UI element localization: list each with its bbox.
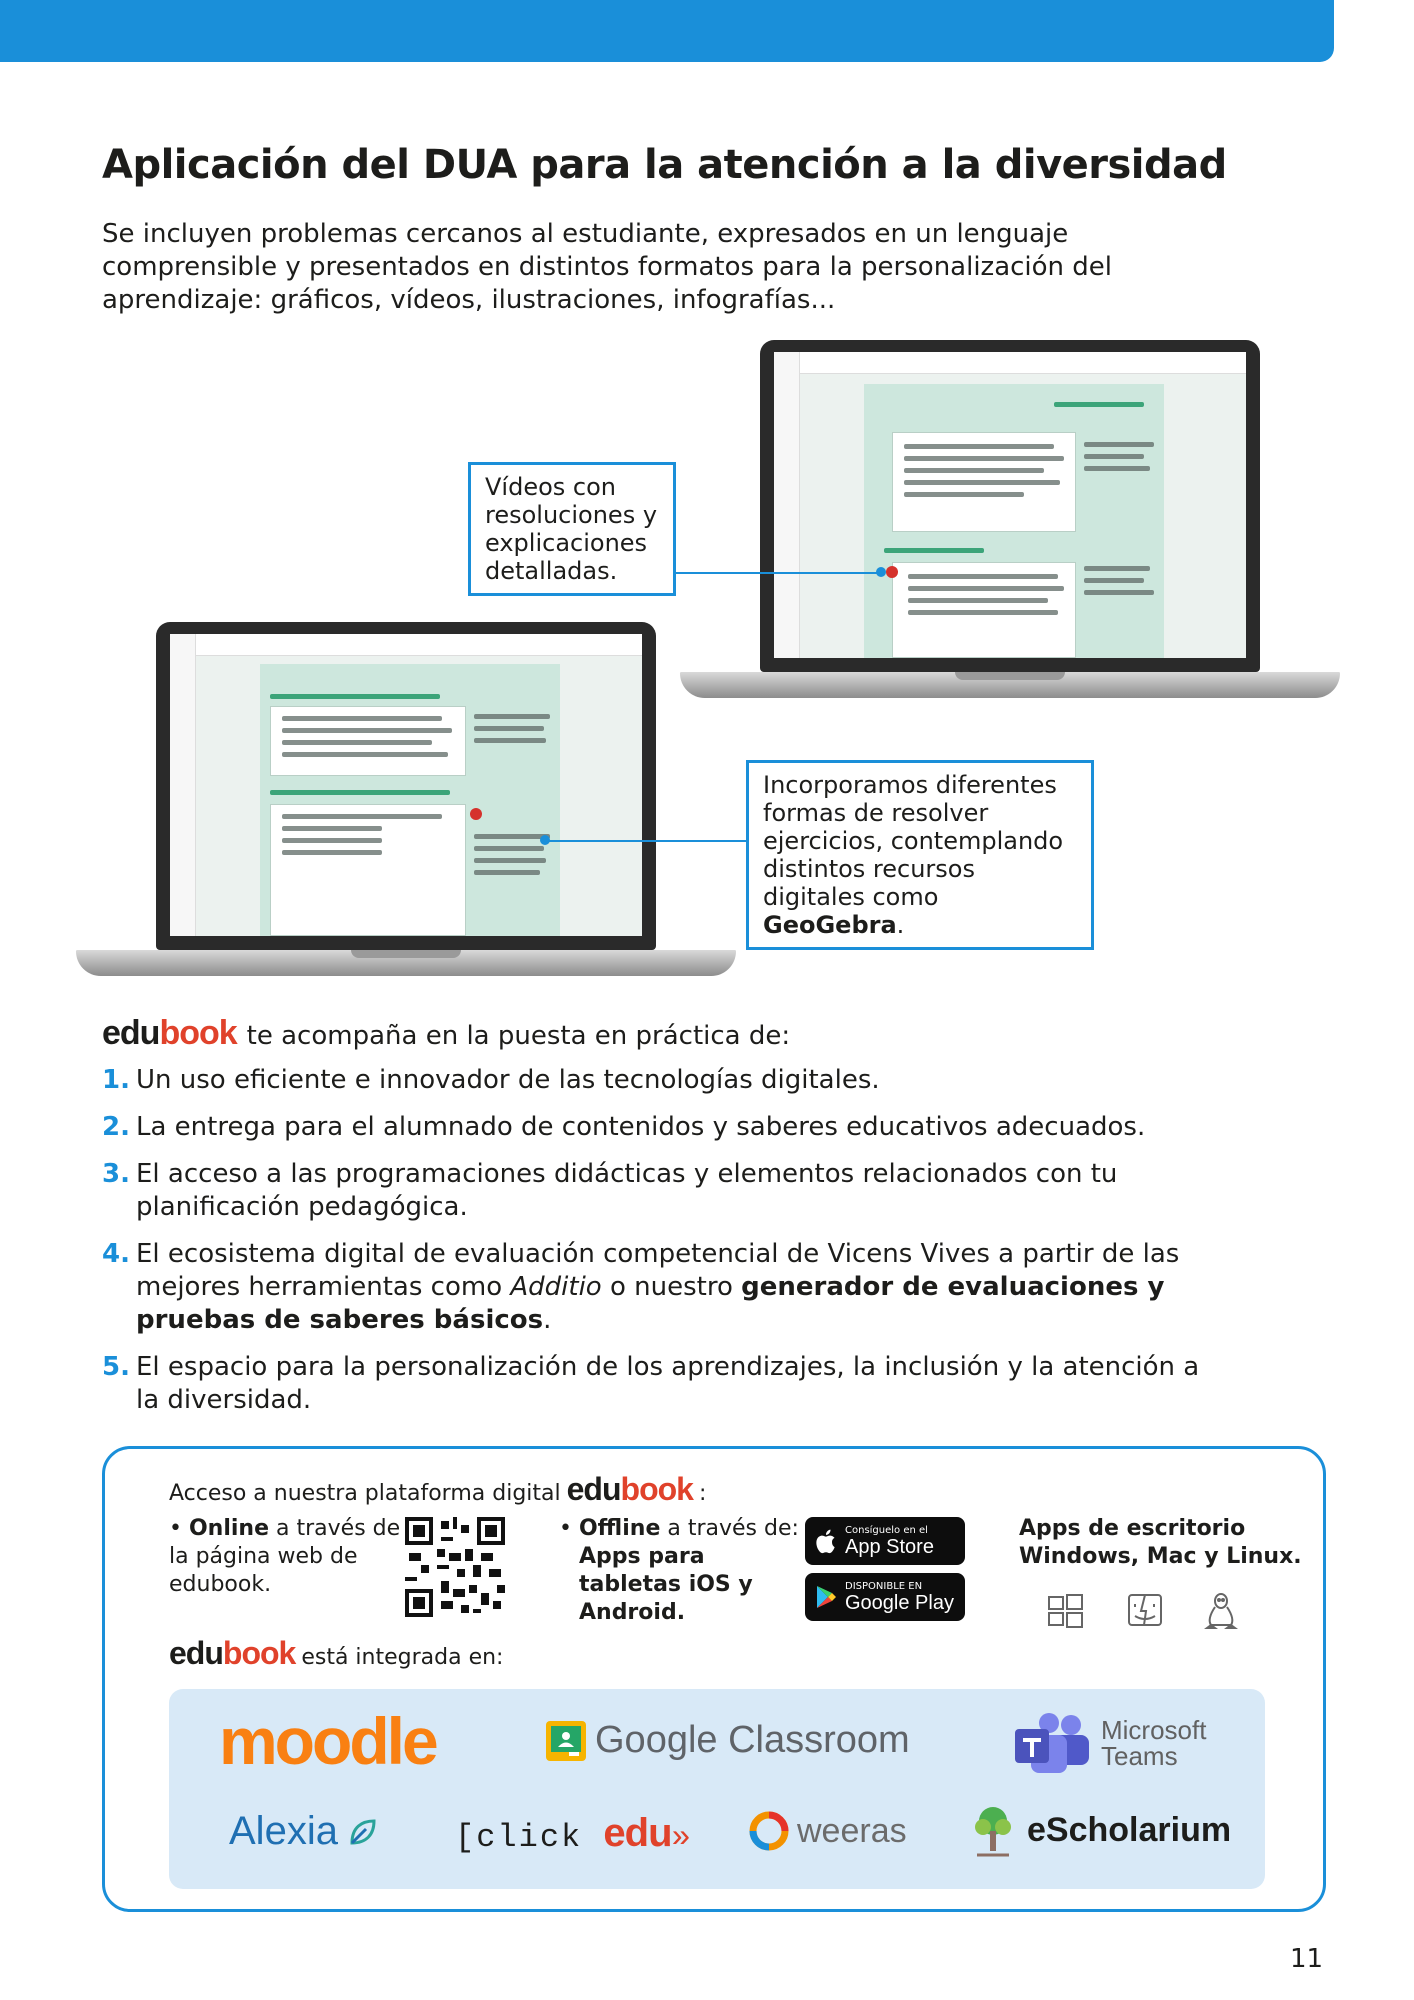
list-text: El espacio para la personalización de los aprendizajes, la inclusión y la atención a la diversidad. xyxy=(136,1352,1200,1415)
online-access: • Online a través de la página web de edubook. xyxy=(169,1516,401,1597)
edubook-lead xyxy=(102,1014,790,1053)
generator-name: generador de evaluaciones y pruebas de saberes básicos xyxy=(136,1272,1165,1335)
google-classroom-icon xyxy=(545,1720,587,1762)
online-label: Online xyxy=(188,1516,270,1541)
access-title xyxy=(169,1471,706,1508)
teams-wordmark-line1: Microsoft xyxy=(1101,1715,1207,1745)
alexia-logo[interactable] xyxy=(229,1809,380,1854)
desktop-apps: Apps de escritorio Windows, Mac y Linux. xyxy=(1019,1516,1302,1569)
platform-access-box xyxy=(102,1446,1326,1912)
videos-leader-line xyxy=(674,572,880,574)
list-text: El ecosistema digital de evaluación competencial de Vicens Vives a partir de las mejores herramientas como xyxy=(136,1239,1180,1302)
page-number: 11 xyxy=(1290,1944,1324,1974)
windows-icon[interactable] xyxy=(1043,1589,1087,1633)
edubook-logo xyxy=(102,1014,237,1053)
escholarium-wordmark: eScholarium xyxy=(1027,1810,1232,1849)
offline-label: Offline xyxy=(578,1516,661,1541)
google-classroom-wordmark: Google Classroom xyxy=(595,1719,910,1761)
google-play-big: Google Play xyxy=(845,1591,954,1614)
list-item xyxy=(102,1351,1202,1417)
additio-name: Additio xyxy=(510,1272,602,1302)
access-title-colon: : xyxy=(698,1481,707,1506)
alexia-leaf-icon xyxy=(346,1815,380,1849)
offline-access: • Offline a través de: Apps para tabletas iOS y Android. xyxy=(559,1516,799,1625)
escholarium-logo[interactable] xyxy=(967,1801,1231,1859)
linux-icon[interactable] xyxy=(1199,1589,1243,1633)
page-title: Aplicación del DUA para la atención a la diversidad xyxy=(102,142,1227,188)
online-text: a través de la página web de edubook. xyxy=(169,1516,401,1597)
integrated-text: está integrada en: xyxy=(301,1645,504,1670)
laptop-right xyxy=(680,340,1340,710)
microsoft-teams-icon xyxy=(1013,1711,1093,1775)
edubook-logo-part1: edu xyxy=(169,1635,223,1671)
laptop-right-screen xyxy=(774,352,1246,658)
lead-text: te acompaña en la puesta en práctica de: xyxy=(246,1021,791,1051)
geogebra-callout xyxy=(746,760,1094,950)
geogebra-leader-dot xyxy=(540,835,550,845)
laptop-left xyxy=(76,622,736,992)
videos-callout-text: Vídeos con resoluciones y explicaciones detalladas. xyxy=(485,473,658,585)
clickedu-edu: edu xyxy=(603,1811,672,1855)
geogebra-callout-text: Incorporamos diferentes formas de resolver ejercicios, contemplando distintos recursos digitales como xyxy=(763,771,1064,911)
list-item xyxy=(102,1111,1202,1144)
moodle-logo[interactable] xyxy=(219,1703,436,1779)
escholarium-tree-icon xyxy=(967,1801,1019,1859)
geogebra-callout-end: . xyxy=(896,911,905,939)
geogebra-name: GeoGebra xyxy=(763,911,897,939)
app-store-badge[interactable] xyxy=(805,1517,965,1565)
weeras-icon xyxy=(749,1811,789,1851)
list-text: El acceso a las programaciones didácticas y elementos relacionados con tu planificación pedagógica. xyxy=(136,1159,1118,1222)
list-text-b: o nuestro xyxy=(601,1272,742,1302)
clickedu-arrows: » xyxy=(671,1819,693,1856)
benefits-list xyxy=(102,1064,1202,1431)
edubook-logo xyxy=(567,1471,693,1508)
alexia-wordmark: Alexia xyxy=(229,1809,338,1853)
list-item xyxy=(102,1064,1202,1097)
teams-wordmark-line2: Teams xyxy=(1101,1741,1178,1771)
edubook-logo-part1: edu xyxy=(566,1471,621,1507)
list-item xyxy=(102,1238,1202,1337)
moodle-wordmark: moodle xyxy=(219,1704,436,1778)
apple-icon xyxy=(815,1528,837,1554)
offline-sub: Apps para tabletas iOS y Android. xyxy=(579,1544,753,1625)
laptop-left-screen xyxy=(170,634,642,936)
integrated-title xyxy=(169,1635,503,1672)
offline-text: a través de: xyxy=(660,1516,799,1541)
mac-finder-icon[interactable] xyxy=(1123,1589,1167,1633)
google-play-small: DISPONIBLE EN xyxy=(845,1580,923,1592)
google-classroom-logo[interactable] xyxy=(545,1719,910,1762)
integrations-panel xyxy=(169,1689,1265,1889)
app-store-big: App Store xyxy=(845,1535,934,1558)
app-store-small: Consíguelo en el xyxy=(845,1524,928,1536)
list-number: 4. xyxy=(102,1239,130,1269)
edubook-logo-part1: edu xyxy=(102,1014,160,1052)
google-play-icon xyxy=(815,1585,837,1609)
access-title-text: Acceso a nuestra plataforma digital xyxy=(169,1481,561,1506)
videos-callout xyxy=(468,462,676,596)
qr-code[interactable] xyxy=(405,1517,505,1617)
weeras-wordmark: weeras xyxy=(797,1811,907,1850)
edubook-logo-part2: book xyxy=(620,1471,693,1507)
edubook-logo-part2: book xyxy=(159,1014,237,1052)
list-number: 2. xyxy=(102,1112,130,1142)
list-number: 5. xyxy=(102,1352,130,1382)
edubook-logo-part2: book xyxy=(222,1635,296,1671)
list-text: La entrega para el alumnado de contenidos y saberes educativos adecuados. xyxy=(136,1112,1146,1142)
weeras-logo[interactable] xyxy=(749,1811,907,1851)
list-item xyxy=(102,1158,1202,1224)
list-text-c: . xyxy=(543,1305,552,1335)
geogebra-leader-line xyxy=(546,840,748,842)
top-color-bar xyxy=(0,0,1334,62)
microsoft-teams-logo[interactable] xyxy=(1013,1711,1206,1775)
videos-leader-dot xyxy=(876,567,886,577)
edubook-logo xyxy=(169,1635,295,1672)
intro-paragraph: Se incluyen problemas cercanos al estudiante, expresados en un lenguaje comprensible y presentados en distintos formatos para la personalización del aprendizaje: gráficos, vídeos, ilustraciones, infografías... xyxy=(102,219,1113,315)
list-text: Un uso eficiente e innovador de las tecnologías digitales. xyxy=(136,1065,880,1095)
clickedu-logo[interactable] xyxy=(455,1811,693,1856)
clickedu-wordmark: [click xyxy=(455,1819,604,1856)
google-play-badge[interactable] xyxy=(805,1573,965,1621)
list-number: 3. xyxy=(102,1159,130,1189)
list-number: 1. xyxy=(102,1065,130,1095)
